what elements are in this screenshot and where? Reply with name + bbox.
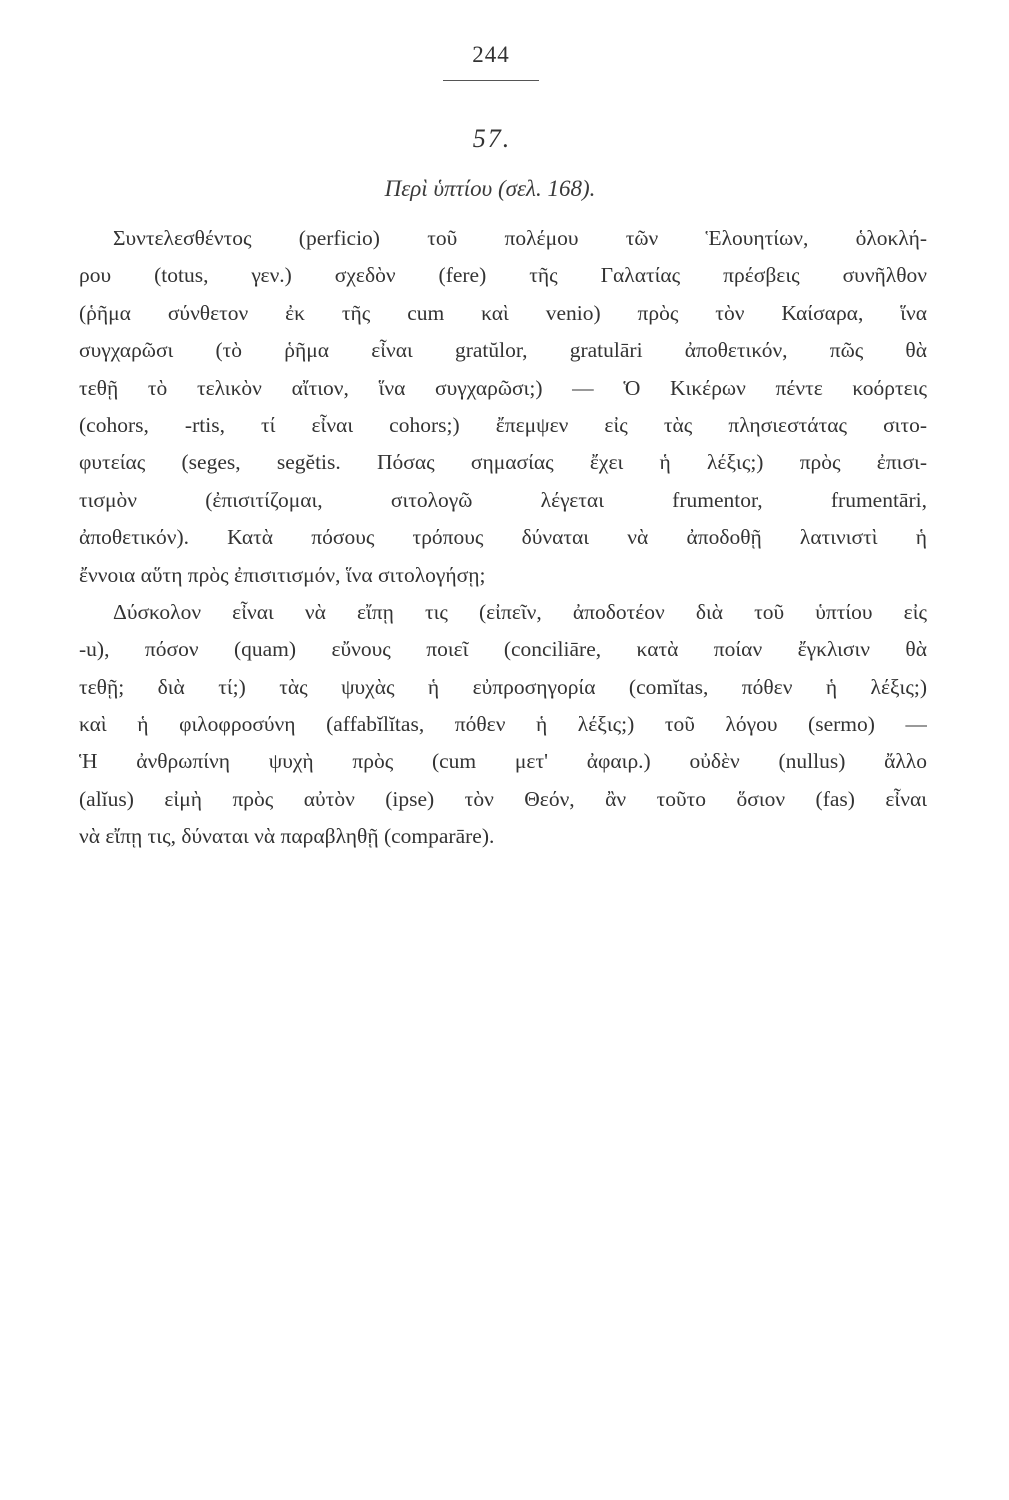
page-number: 244 — [472, 42, 510, 67]
text-line: συγχαρῶσι (τὸ ῥῆμα εἶναι gratŭlor, gratulāri ἀποθετικόν, πῶς θὰ — [79, 338, 927, 363]
text-line: καὶ ἡ φιλοφροσύνη (affabĭlĭtas, πόθεν ἡ λέξις;) τοῦ λόγου (sermo) — — [79, 712, 927, 737]
section-number: 57. — [472, 124, 512, 153]
text-line: Συντελεσθέντος (perficio) τοῦ πολέμου τῶν Ἑλουητίων, ὁλοκλή- — [113, 226, 927, 250]
text-line: τισμὸν (ἐπισιτίζομαι, σιτολογῶ λέγεται frumentor, frumentāri, — [79, 487, 927, 512]
text-line: ἀποθετικόν). Κατὰ πόσους τρόπους δύναται νὰ ἀποδοθῇ λατινιστὶ ἡ — [79, 525, 927, 550]
exercise-text — [79, 220, 927, 856]
text-line: (ῥῆμα σύνθετον ἐκ τῆς cum καὶ venio) πρὸς τὸν Καίσαρα, ἵνα — [79, 300, 927, 325]
text-line: ρου (totus, γεν.) σχεδὸν (fere) τῆς Γαλατίας πρέσβεις συνῆλθον — [79, 263, 927, 288]
text-line: (alĭus) εἰμὴ πρὸς αὐτὸν (ipse) τὸν Θεόν, ἂν τοῦτο ὅσιον (fas) εἶναι — [79, 786, 927, 811]
section-title: Περὶ ὑπτίου (σελ. 168). — [384, 176, 596, 201]
header-rule — [443, 80, 539, 81]
text-line: ἔννοια αὕτη πρὸς ἐπισιτισμόν, ἵνα σιτολογήσῃ; — [79, 562, 486, 587]
text-line: τεθῇ τὸ τελικὸν αἴτιον, ἵνα συγχαρῶσι;) — Ὁ Κικέρων πέντε κοόρτεις — [79, 375, 927, 400]
text-line: Δύσκολον εἶναι νὰ εἴπῃ τις (εἰπεῖν, ἀποδοτέον διὰ τοῦ ὑπτίου εἰς — [113, 599, 927, 624]
text-line: φυτείας (seges, segĕtis. Πόσας σημασίας ἔχει ἡ λέξις;) πρὸς ἐπισι- — [79, 450, 927, 475]
text-line: Ἡ ἀνθρωπίνη ψυχὴ πρὸς (cum μετ' ἀφαιρ.) οὐδὲν (nullus) ἄλλο — [79, 749, 927, 774]
text-line: τεθῇ; διὰ τί;) τὰς ψυχὰς ἡ εὐπροσηγορία (comĭtas, πόθεν ἡ λέξις;) — [79, 674, 927, 699]
text-line: (cohors, -rtis, τί εἶναι cohors;) ἔπεμψεν εἰς τὰς πλησιεστάτας σιτο- — [79, 412, 927, 437]
text-line: -u), πόσον (quam) εὔνους ποιεῖ (conciliāre, κατὰ ποίαν ἔγκλισιν θὰ — [79, 637, 927, 662]
text-line: νὰ εἴπῃ τις, δύναται νὰ παραβληθῇ (comparāre). — [79, 824, 495, 849]
